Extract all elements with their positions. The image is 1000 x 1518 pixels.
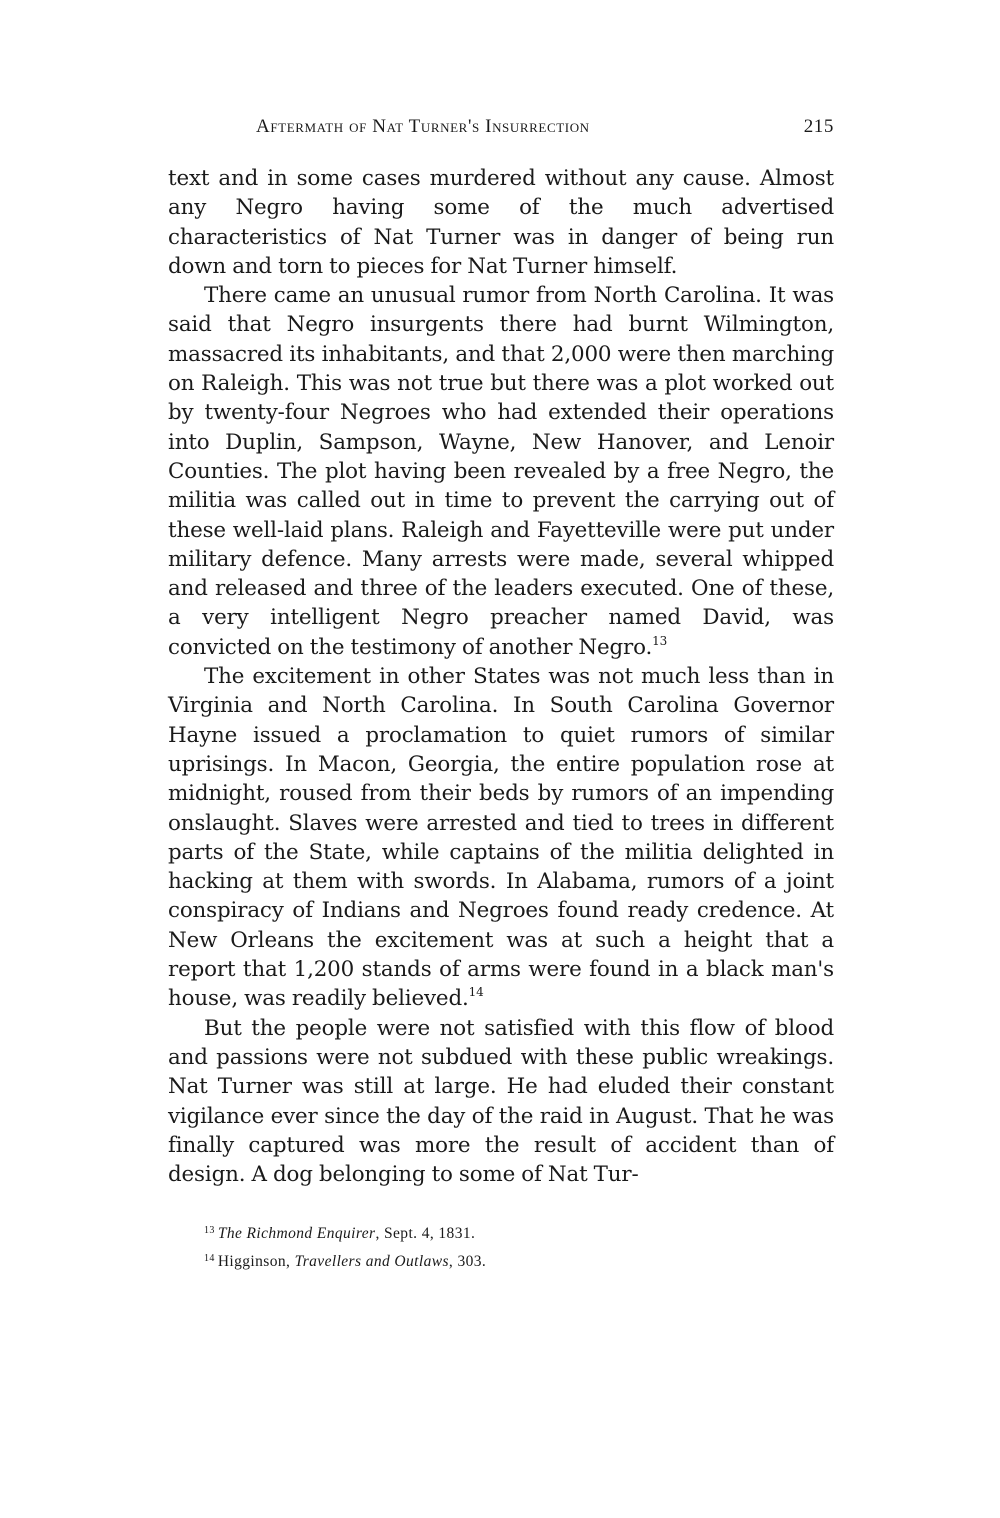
- footnote-mark: 14: [204, 1253, 215, 1264]
- footnote-ref[interactable]: 13: [652, 633, 668, 648]
- footnote-author: Higginson,: [217, 1253, 295, 1270]
- footnote-source: The Richmond Enquirer: [217, 1225, 376, 1242]
- paragraph-continuation: [168, 164, 834, 281]
- footnote-ref[interactable]: 14: [468, 985, 484, 1000]
- body-text: [168, 164, 834, 1189]
- paragraph-text: The excitement in other States was not much less than in Virginia and North Carolina. In South Carolina Governor Hayne issued a proclamation to quiet rumors of similar uprisings. In Macon, Georgia, the entire population rose at midnight, roused from their beds by rumors of an impending onslaught. Slaves were arrested and tied to trees in different parts of the State, while captains of the militia delighted in hacking at them with swords. In Alabama, rumors of a joint conspiracy of Indians and Negroes found ready credence. At New Orleans the excitement was at such a height that a report that 1,200 stands of arms were found in a black man's house, was readily believed.: [168, 664, 834, 1012]
- page-number: 215: [803, 116, 834, 137]
- footnote-source: Travellers and Outlaws: [294, 1253, 449, 1270]
- running-title: Aftermath of Nat Turner's Insurrection: [256, 116, 590, 137]
- footnote-mark: 13: [204, 1225, 215, 1236]
- footnote-13: [204, 1218, 834, 1246]
- paragraph-text: But the people were not satisfied with this flow of blood and passions were not subdued with these public wreakings. Nat Turner was still at large. He had eluded their constant vigilance ever since the day of the raid in August. That he was finally captured was more the result of accident than of design. A dog belonging to some of Nat Tur-: [168, 1015, 834, 1188]
- paragraph-north-carolina: [168, 281, 834, 662]
- paragraph-text: text and in some cases murdered without any cause. Almost any Negro having some of the much advertised characteristics of Nat Turner was in danger of being run down and torn to pieces for Nat Turner himself.: [168, 166, 834, 279]
- running-head: [256, 116, 834, 146]
- footnote-detail: , Sept. 4, 1831.: [375, 1225, 476, 1242]
- paragraph-capture: [168, 1014, 834, 1190]
- footnote-detail: , 303.: [448, 1253, 487, 1270]
- footnotes: [204, 1218, 834, 1274]
- paragraph-other-states: [168, 662, 834, 1014]
- footnote-14: [204, 1246, 834, 1274]
- paragraph-text: There came an unusual rumor from North Carolina. It was said that Negro insurgents there had burnt Wilmington, massacred its inhabitants, and that 2,000 were then marching on Raleigh. This was not true but there was a plot worked out by twenty-four Negroes who had extended their operations into Duplin, Sampson, Wayne, New Hanover, and Lenoir Counties. The plot having been revealed by a free Negro, the militia was called out in time to prevent the carrying out of these well-laid plans. Raleigh and Fayetteville were put under military defence. Many arrests were made, several whipped and released and three of the leaders executed. One of these, a very intelligent Negro preacher named David, was convicted on the testimony of another Negro.: [168, 283, 834, 660]
